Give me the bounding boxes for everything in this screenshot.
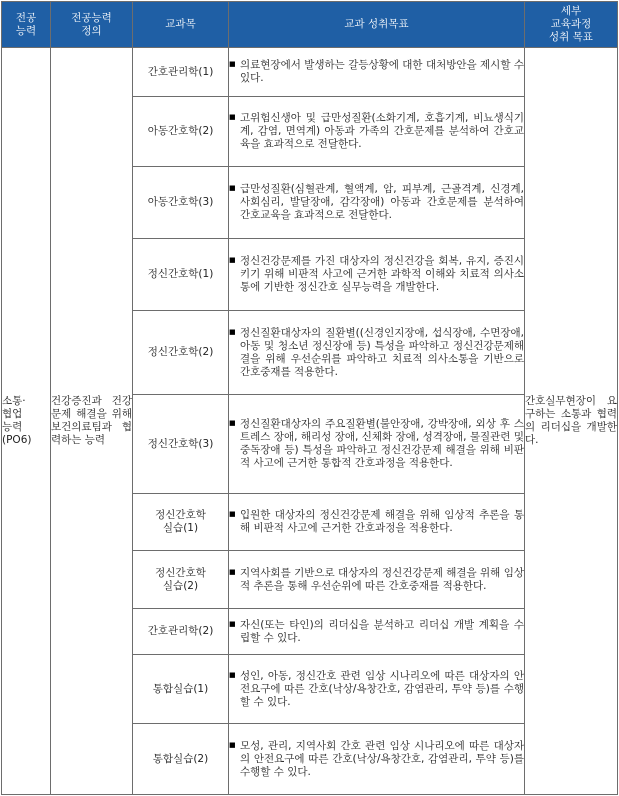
competency-table [1,1,618,795]
achievement-goal [229,48,525,97]
table-row [2,48,618,97]
goal-text: 자신(또는 타인)의 리더십을 분석하고 리더십 개발 계획을 수립할 수 있다. [240,618,524,644]
achievement-goal [229,395,525,494]
achievement-goal [229,494,525,551]
goal-text: 고위험신생아 및 급만성질환(소화기계, 호흡기계, 비뇨생식기계, 감염, 면역계) 아동과 가족의 간호문제를 분석하여 간호교육을 효과적으로 전달한다. [240,112,524,150]
achievement-goal [229,239,525,311]
competency-name: 소통· 협업 능력 (PO6) [2,48,51,795]
course-name: 정신간호학 실습(1) [133,494,229,551]
bullet-icon: ■ [229,113,236,121]
goal-text: 입원한 대상자의 정신건강문제 해결을 위해 임상적 추론을 통해 비판적 사고에 근거한 간호과정을 적용한다. [240,509,524,534]
course-name: 정신간호학 실습(2) [133,551,229,609]
goal-text: 급만성질환(심혈관계, 혈액계, 암, 피부계, 근골격계, 신경계, 사회심리, 발달장애, 감각장애) 아동과 간호문제를 분석하여 간호교육을 효과적으로 전달한다. [240,183,524,221]
bullet-icon: ■ [229,740,236,749]
bullet-icon: ■ [229,510,236,518]
course-name: 간호관리학(1) [133,48,229,97]
header-competency-definition: 전공능력 정의 [51,2,133,48]
achievement-goal [229,97,525,167]
bullet-icon: ■ [229,327,236,336]
achievement-goal [229,551,525,609]
achievement-goal [229,724,525,795]
course-name: 정신간호학(1) [133,239,229,311]
bullet-icon: ■ [229,184,236,192]
course-name: 정신간호학(2) [133,311,229,395]
achievement-goal [229,609,525,655]
bullet-icon: ■ [229,60,236,68]
achievement-goal [229,655,525,724]
bullet-icon: ■ [229,670,236,679]
course-name: 통합실습(2) [133,724,229,795]
detail-goal: 간호실무현장이 요구하는 소통과 협력의 리더십을 개발한다. [525,48,618,795]
course-name: 간호관리학(2) [133,609,229,655]
bullet-icon: ■ [229,619,236,628]
course-name: 정신간호학(3) [133,395,229,494]
goal-text: 성인, 아동, 정신간호 관련 임상 시나리오에 따른 대상자의 안전요구에 따른 간호(낙상/욕창간호, 감염관리, 투약 등)를 수행할 수 있다. [240,669,524,708]
bullet-icon: ■ [229,256,236,264]
header-goal: 교과 성취목표 [229,2,525,48]
goal-text: 모성, 관리, 지역사회 간호 관련 임상 시나리오에 따른 대상자의 안전요구에 따른 간호(낙상/욕창간호, 감염관리, 투약 등)를 수행할 수 있다. [240,739,524,778]
table-header-row [2,2,618,48]
bullet-icon: ■ [229,567,236,576]
course-name: 통합실습(1) [133,655,229,724]
bullet-icon: ■ [229,419,236,427]
header-competency: 전공 능력 [2,2,51,48]
header-detail-goal: 세부 교육과정 성취 목표 [525,2,618,48]
course-name: 아동간호학(2) [133,97,229,167]
goal-text: 지역사회를 기반으로 대상자의 정신건강문제 해결을 위해 임상적 추론을 통해 우선순위에 따른 간호중재를 적용한다. [240,566,524,592]
course-name: 아동간호학(3) [133,167,229,239]
competency-definition: 건강증진과 건강문제 해결을 위해 보건의료팀과 협력하는 능력 [51,48,133,795]
achievement-goal [229,311,525,395]
goal-text: 정신질환대상자의 질환별((신경인지장애, 섭식장애, 수면장애, 아동 및 청소년 정신장애 등) 특성을 파악하고 정신건강문제해결을 위해 우선순위를 파악하고 치료적 의사소통을 기반으로 간호중재를 적용한다. [240,326,524,378]
header-course: 교과목 [133,2,229,48]
goal-text: 정신건강문제를 가진 대상자의 정신건강을 회복, 유지, 증진시키기 위해 비판적 사고에 근거한 과학적 이해와 치료적 의사소통에 기반한 정신간호 실무능력을 개발한다. [240,255,524,293]
achievement-goal [229,167,525,239]
goal-text: 정신질환대상자의 주요질환별(불안장애, 강박장애, 외상 후 스트레스 장애, 해리성 장애, 신체화 장애, 성격장애, 물질관련 및 중독장애 등) 특성을 파악하고 정신건강문제 해결을 위해 비판적 사고에 근거한 통합적 간호과정을 적용한다. [240,418,524,469]
goal-text: 의료현장에서 발생하는 갈등상황에 대한 대처방안을 제시할 수 있다. [240,59,524,84]
